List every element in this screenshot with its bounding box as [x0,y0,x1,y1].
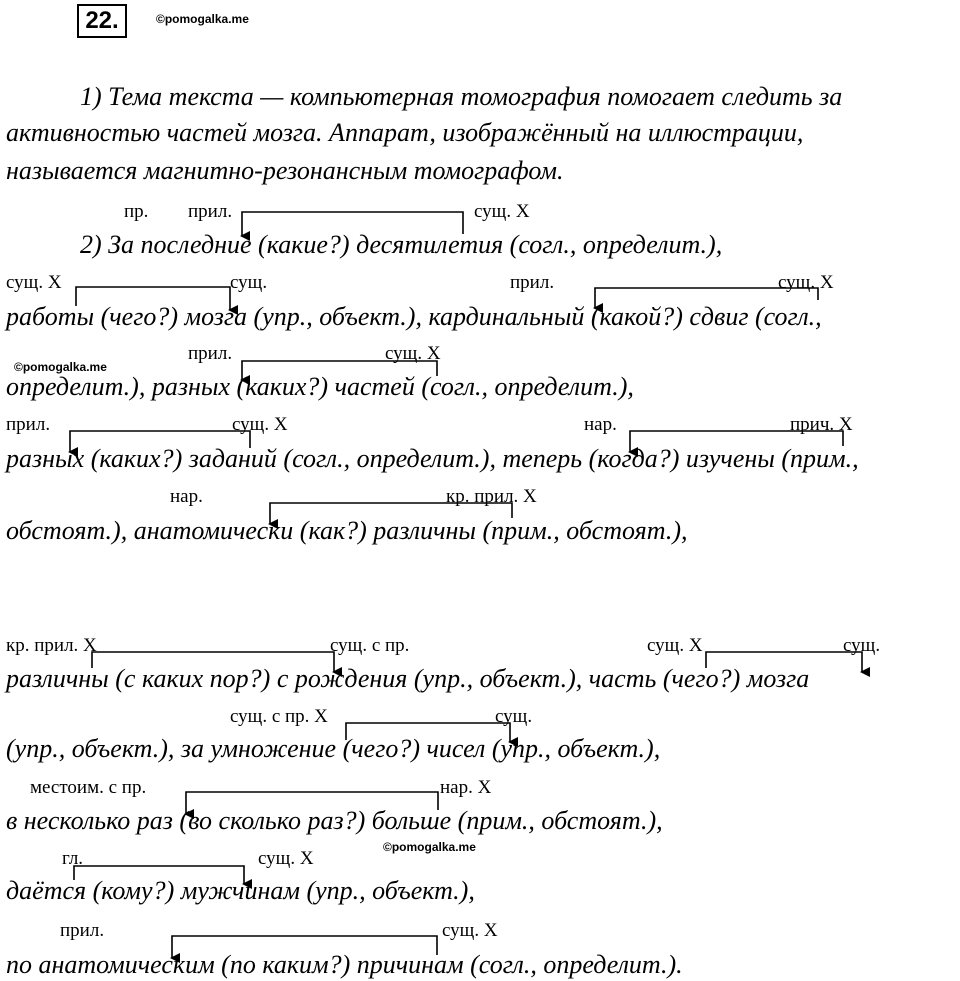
dependency-arrow [186,792,438,814]
pos-label: сущ. X [647,635,703,656]
pos-label: сущ. X [385,343,441,364]
paragraph2-line: в несколько раз (во сколько раз?) больше (прим., обстоят.), [6,806,663,835]
paragraph2-line: работы (чего?) мозга (упр., объект.), кардинальный (какой?) сдвиг (согл., [6,302,822,331]
dependency-arrow [242,212,463,236]
paragraph2-line: 2) За последние (какие?) десятилетия (согл., определит.), [80,230,723,259]
pos-label: сущ. [843,635,881,656]
pos-label: нар. X [440,777,492,798]
paragraph1-line: называется магнитно-резонансным томографом. [6,156,564,185]
pos-label: прил. [510,272,555,293]
pos-label: кр. прил. X [6,635,97,656]
paragraph2-line: обстоят.), анатомически (как?) различны (прим., обстоят.), [6,516,688,545]
pos-label: кр. прил. X [446,486,537,507]
paragraph2-line: определит.), разных (каких?) частей (согл., определит.), [6,372,634,401]
watermark: ©pomogalka.me [383,840,476,854]
paragraph2-line: (упр., объект.), за умножение (чего?) чисел (упр., объект.), [6,734,661,763]
pos-label: пр. [124,201,149,222]
pos-label: сущ. X [232,414,288,435]
dependency-arrow [706,652,862,672]
dependency-arrow [595,288,818,308]
pos-label: гл. [62,848,84,869]
dependency-arrow [92,652,334,672]
pos-label: сущ. с пр. [330,635,410,656]
dependency-arrow [270,503,512,524]
pos-label: сущ. X [778,272,834,293]
pos-label: прил. [188,343,233,364]
dependency-arrow [76,287,230,310]
pos-label: нар. [584,414,617,435]
paragraph1-line: активностью частей мозга. Аппарат, изображённый на иллюстрации, [6,118,804,147]
paragraph2-line: разных (каких?) заданий (согл., определит.), теперь (когда?) изучены (прим., [6,444,859,473]
pos-label: местоим. с пр. [30,777,147,798]
exercise-number: 22. [77,4,127,38]
pos-label: прич. X [790,414,853,435]
pos-label: сущ. X [442,920,498,941]
paragraph2-line: даётся (кому?) мужчинам (упр., объект.), [6,876,475,905]
pos-label: нар. [170,486,203,507]
pos-label: сущ. [495,706,533,727]
paragraph2-line: различны (с каких пор?) с рождения (упр., объект.), часть (чего?) мозга [6,664,810,693]
pos-label: сущ. X [474,201,530,222]
pos-label: прил. [60,920,105,941]
pos-label: сущ. с пр. X [230,706,328,727]
watermark: ©pomogalka.me [156,12,249,26]
paragraph1-line: 1) Тема текста — компьютерная томография помогает следить за [80,82,843,111]
paragraph2-line: по анатомическим (по каким?) причинам (согл., определит.). [6,950,683,979]
pos-label: сущ. X [6,272,62,293]
dependency-arrow [74,866,244,884]
dependency-arrow [172,936,437,958]
watermark: ©pomogalka.me [14,360,107,374]
pos-label: сущ. [230,272,268,293]
pos-label: сущ. X [258,848,314,869]
dependency-arrow [630,431,843,452]
pos-label: прил. [188,201,233,222]
dependency-arrow [346,723,510,742]
dependency-arrow [242,361,437,380]
pos-label: прил. [6,414,51,435]
dependency-arrow [70,431,250,452]
